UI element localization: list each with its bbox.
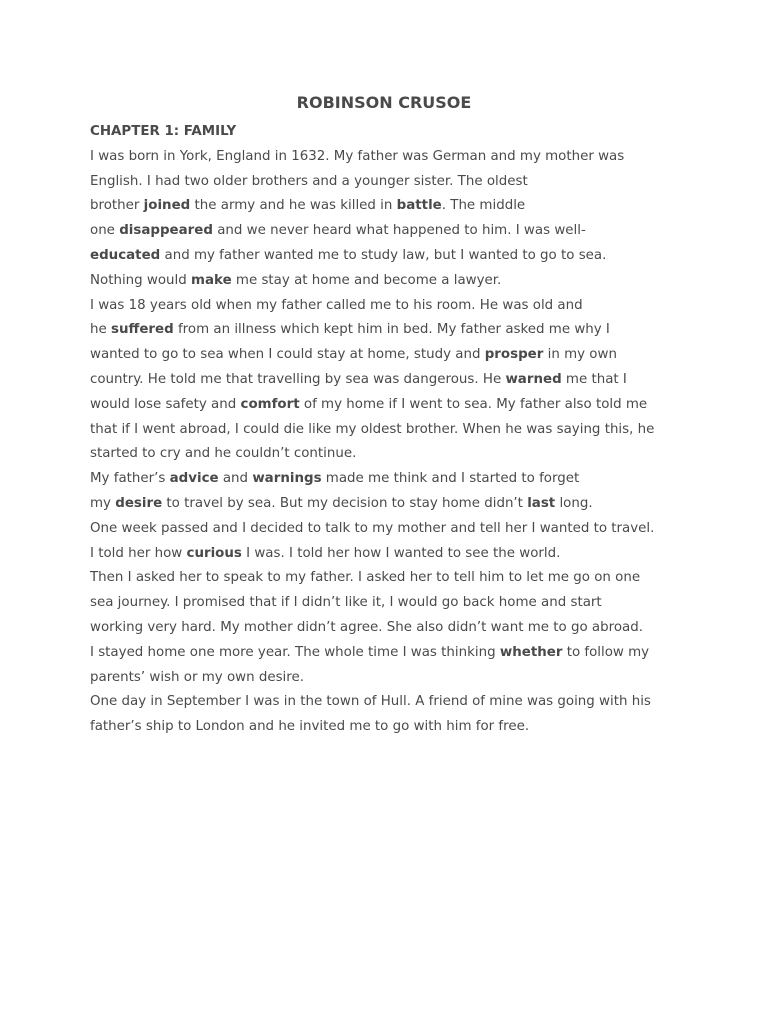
text-line	[90, 690, 690, 715]
text-line	[90, 194, 690, 219]
text-line	[90, 616, 690, 641]
text-run: me stay at home and become a lawyer.	[231, 272, 502, 288]
text-line	[90, 566, 690, 591]
vocabulary-word: prosper	[484, 347, 544, 363]
text-run: and	[218, 471, 253, 487]
text-run: sea journey. I promised that if I didn’t like it, I would go back home and start	[90, 595, 602, 611]
text-line	[90, 170, 690, 195]
text-run: brother	[90, 198, 144, 214]
vocabulary-word: joined	[143, 198, 191, 214]
paragraph	[90, 294, 690, 468]
paragraph	[90, 517, 690, 567]
text-run: Then I asked her to speak to my father. I asked her to tell him to let me go on one	[90, 570, 641, 586]
paragraph	[90, 566, 690, 640]
vocabulary-word: educated	[90, 247, 161, 263]
text-run: English. I had two older brothers and a younger sister. The oldest	[90, 173, 528, 189]
text-run: . The middle	[441, 198, 526, 214]
text-run: wanted to go to sea when I could stay at home, study and	[90, 347, 485, 363]
text-run: started to cry and he couldn’t continue.	[90, 446, 357, 462]
text-run: I told her how	[90, 545, 187, 561]
text-run: and we never heard what happened to him. I was well-	[212, 223, 586, 239]
vocabulary-word: disappeared	[119, 223, 213, 239]
document-page	[90, 90, 690, 740]
text-run: would lose safety and	[90, 396, 241, 412]
text-run: parents’ wish or my own desire.	[90, 669, 304, 685]
text-line	[90, 467, 690, 492]
text-run: of my home if I went to sea. My father also told me	[299, 396, 648, 412]
vocabulary-word: whether	[499, 644, 563, 660]
vocabulary-word: battle	[396, 198, 442, 214]
text-run: to follow my	[562, 644, 650, 660]
text-run: made me think and I started to forget	[321, 471, 580, 487]
text-run: that if I went abroad, I could die like my oldest brother. When he was saying this, he	[90, 421, 655, 437]
text-line	[90, 492, 690, 517]
text-run: One day in September I was in the town of Hull. A friend of mine was going with his	[90, 694, 651, 710]
vocabulary-word: curious	[186, 545, 242, 561]
text-line	[90, 517, 690, 542]
text-line	[90, 368, 690, 393]
text-line	[90, 269, 690, 294]
vocabulary-word: suffered	[110, 322, 174, 338]
document-body	[90, 145, 690, 740]
text-run: One week passed and I decided to talk to my mother and tell her I wanted to travel.	[90, 520, 655, 536]
text-run: I was 18 years old when my father called me to his room. He was old and	[90, 297, 583, 313]
text-run: from an illness which kept him in bed. My father asked me why I	[173, 322, 610, 338]
vocabulary-word: desire	[115, 495, 163, 511]
text-run: the army and he was killed in	[190, 198, 397, 214]
text-line	[90, 393, 690, 418]
vocabulary-word: last	[527, 495, 556, 511]
text-line	[90, 715, 690, 740]
text-line	[90, 294, 690, 319]
text-run: my	[90, 495, 116, 511]
text-run: working very hard. My mother didn’t agree. She also didn’t want me to go abroad.	[90, 619, 643, 635]
text-line	[90, 666, 690, 691]
paragraph	[90, 467, 690, 517]
chapter-heading: CHAPTER 1: FAMILY	[90, 124, 237, 139]
vocabulary-word: comfort	[240, 396, 300, 412]
text-run: Nothing would	[90, 272, 192, 288]
paragraph	[90, 641, 690, 691]
text-run: country. He told me that travelling by sea was dangerous. He	[90, 371, 506, 387]
vocabulary-word: make	[191, 272, 232, 288]
text-line	[90, 145, 690, 170]
vocabulary-word: advice	[169, 471, 219, 487]
text-run: father’s ship to London and he invited me to go with him for free.	[90, 719, 530, 735]
text-line	[90, 219, 690, 244]
text-run: me that I	[561, 371, 627, 387]
text-line	[90, 244, 690, 269]
text-run: My father’s	[90, 471, 170, 487]
vocabulary-word: warnings	[252, 471, 322, 487]
text-line	[90, 318, 690, 343]
text-run: I was born in York, England in 1632. My father was German and my mother was	[90, 148, 625, 164]
paragraph	[90, 145, 690, 294]
vocabulary-word: warned	[505, 371, 562, 387]
document-title: ROBINSON CRUSOE	[296, 93, 472, 112]
text-line	[90, 641, 690, 666]
text-line	[90, 591, 690, 616]
text-run: and my father wanted me to study law, but I wanted to go to sea.	[160, 247, 607, 263]
text-run: I was. I told her how I wanted to see the world.	[241, 545, 561, 561]
text-run: one	[90, 223, 120, 239]
text-run: to travel by sea. But my decision to stay home didn’t	[162, 495, 528, 511]
text-run: I stayed home one more year. The whole time I was thinking	[90, 644, 500, 660]
text-line	[90, 542, 690, 567]
text-run: in my own	[543, 347, 617, 363]
text-run: long.	[555, 495, 593, 511]
text-run: he	[90, 322, 111, 338]
text-line	[90, 418, 690, 443]
text-line	[90, 343, 690, 368]
text-line	[90, 442, 690, 467]
paragraph	[90, 690, 690, 740]
